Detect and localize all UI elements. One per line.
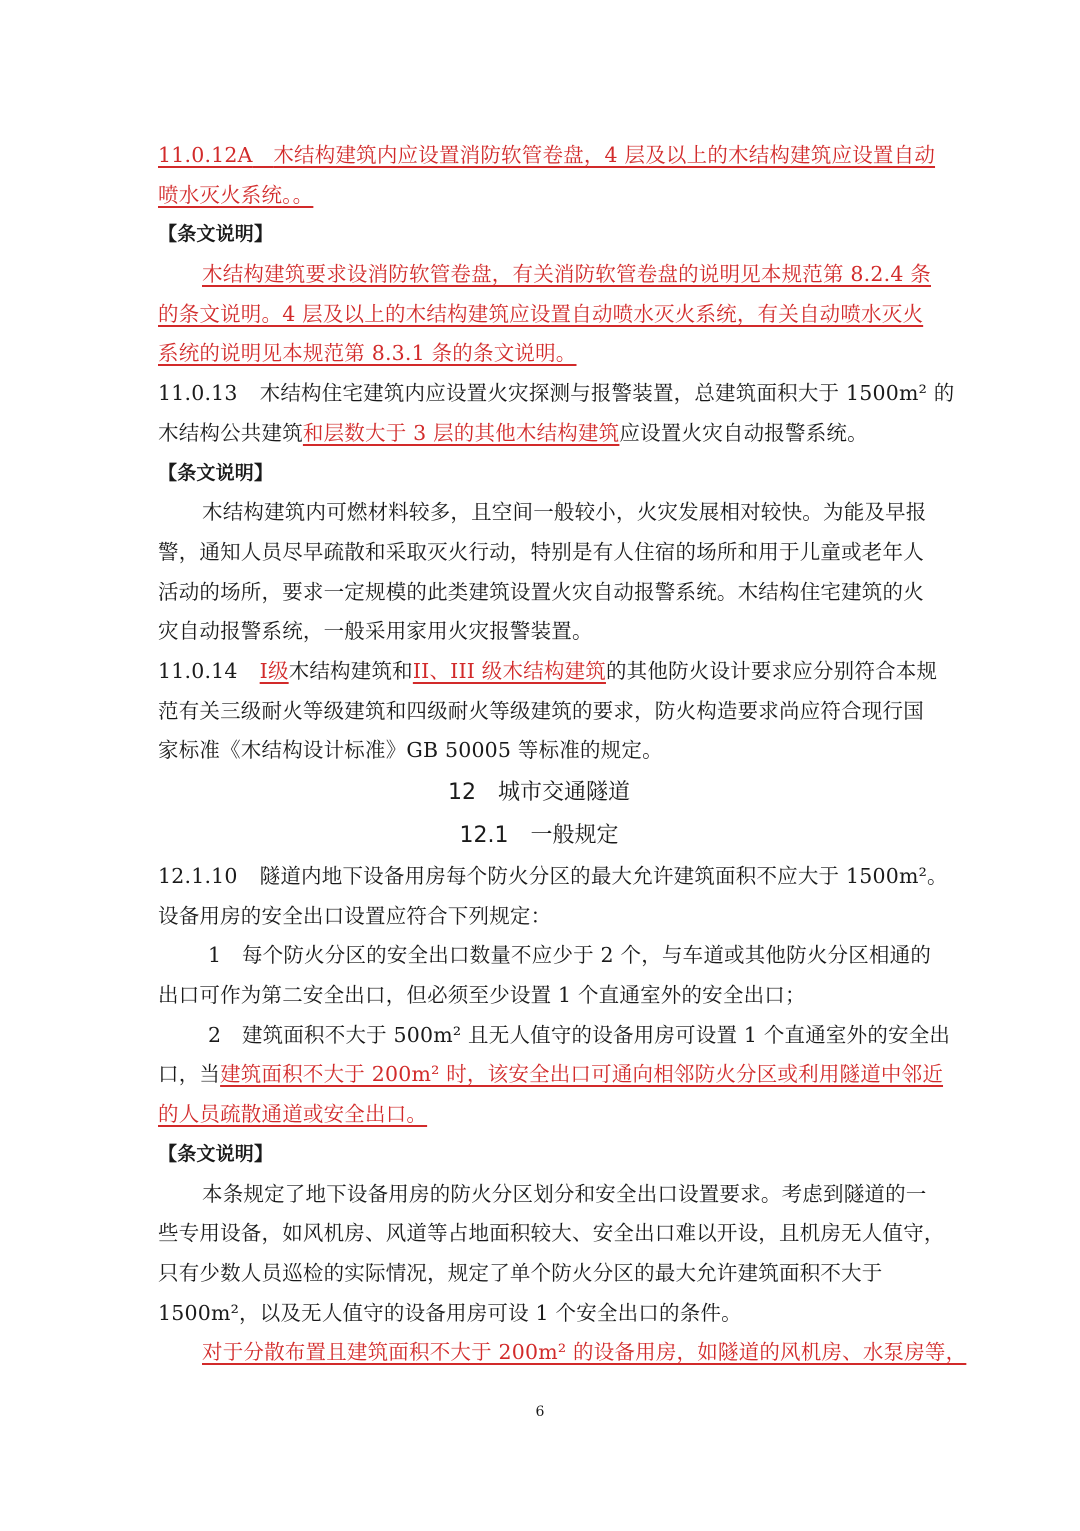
revised-text: 系统的说明见本规范第 8.3.1 条的条文说明。 [158, 341, 577, 366]
clause-text: 应设置火灾自动报警系统。 [619, 420, 868, 445]
clause-11-0-12a-line2 [158, 176, 950, 216]
clause-text: 木结构公共建筑 [158, 420, 303, 445]
clause-number: 11.0.13 [158, 381, 238, 406]
commentary-line: 活动的场所，要求一定规模的此类建筑设置火灾自动报警系统。木结构住宅建筑的火 [158, 579, 924, 604]
commentary-line [158, 255, 950, 295]
commentary-heading: 【条文说明】 [158, 461, 274, 484]
revised-text: I级 [259, 658, 289, 683]
clause-text: 口，当 [158, 1062, 221, 1087]
clause-11-0-12a-line1 [158, 136, 950, 176]
commentary-line: 1500m²，以及无人值守的设备用房可设 1 个安全出口的条件。 [158, 1300, 742, 1325]
revised-text: 木结构建筑要求设消防软管卷盘，有关消防软管卷盘的说明见本规范第 8.2.4 条 [202, 262, 931, 287]
page-number: 6 [535, 1404, 545, 1420]
list-item-continued [158, 1055, 950, 1095]
list-item-continued [158, 1095, 950, 1135]
clause-11-0-13-line1 [158, 374, 955, 414]
clause-text: 的其他防火设计要求应分别符合本规 [605, 658, 938, 683]
commentary-line [158, 295, 950, 335]
commentary-line: 警，通知人员尽早疏散和采取灭火行动，特别是有人住宿的场所和用于儿童或老年人 [158, 539, 924, 564]
commentary-line [158, 1333, 967, 1373]
clause-number: 11.0.12A [158, 143, 253, 167]
clause-number: 11.0.14 [158, 658, 238, 683]
revised-text: 和层数大于 3 层的其他木结构建筑 [302, 420, 620, 445]
revised-text: 喷水灭火系统。。 [158, 182, 314, 207]
clause-12-1-10-line1 [158, 857, 950, 897]
clause-text: 木结构住宅建筑内应设置火灾探测与报警装置，总建筑面积大于 1500m² 的 [259, 381, 955, 406]
clause-line: 家标准《木结构设计标准》GB 50005 等标准的规定。 [158, 738, 663, 763]
list-item: 2 建筑面积不大于 500m² 且无人值守的设备用房可设置 1 个直通室外的安全出 [208, 1022, 951, 1047]
clause-11-0-14-line1 [158, 652, 950, 692]
revised-text: 的人员疏散通道或安全出口。 [158, 1102, 428, 1127]
revised-text: 的条文说明。4 层及以上的木结构建筑应设置自动喷水灭火系统，有关自动喷水灭火 [158, 301, 924, 326]
revised-text: 木结构建筑内应设置消防软管卷盘，4 层及以上的木结构建筑应设置自动 [273, 143, 936, 167]
clause-11-0-13-line2 [158, 414, 950, 454]
clause-number: 12.1.10 [158, 864, 238, 888]
clause-line: 范有关三级耐火等级建筑和四级耐火等级建筑的要求，防火构造要求尚应符合现行国 [158, 698, 924, 723]
commentary-line: 些专用设备，如风机房、风道等占地面积较大、安全出口难以开设，且机房无人值守， [158, 1221, 945, 1246]
commentary-line: 只有少数人员巡检的实际情况，规定了单个防火分区的最大允许建筑面积不大于 [158, 1260, 883, 1285]
clause-text: 木结构建筑和 [288, 658, 413, 683]
list-item: 1 每个防火分区的安全出口数量不应少于 2 个，与车道或其他防火分区相通的 [208, 943, 932, 968]
revised-text: 建筑面积不大于 200m² 时，该安全出口可通向相邻防火分区或利用隧道中邻近 [220, 1062, 944, 1087]
revised-text: II、III 级木结构建筑 [412, 658, 606, 683]
commentary-line: 灾自动报警系统，一般采用家用火灾报警装置。 [158, 619, 593, 644]
commentary-line: 本条规定了地下设备用房的防火分区划分和安全出口设置要求。考虑到隧道的一 [202, 1181, 927, 1206]
commentary-line [158, 334, 950, 374]
clause-text: 隧道内地下设备用房每个防火分区的最大允许建筑面积不应大于 1500m²。 [259, 864, 948, 888]
revised-text: 对于分散布置且建筑面积不大于 200m² 的设备用房，如隧道的风机房、水泵房等， [202, 1340, 967, 1365]
chapter-heading: 12 城市交通隧道 [448, 780, 630, 805]
commentary-heading: 【条文说明】 [158, 1142, 274, 1165]
commentary-heading: 【条文说明】 [158, 223, 274, 246]
list-item-continued: 出口可作为第二安全出口，但必须至少设置 1 个直通室外的安全出口； [158, 983, 806, 1008]
clause-line: 设备用房的安全出口设置应符合下列规定： [158, 903, 552, 928]
section-heading: 12.1 一般规定 [459, 823, 619, 848]
commentary-line: 木结构建筑内可燃材料较多，且空间一般较小，火灾发展相对较快。为能及早报 [202, 500, 927, 525]
